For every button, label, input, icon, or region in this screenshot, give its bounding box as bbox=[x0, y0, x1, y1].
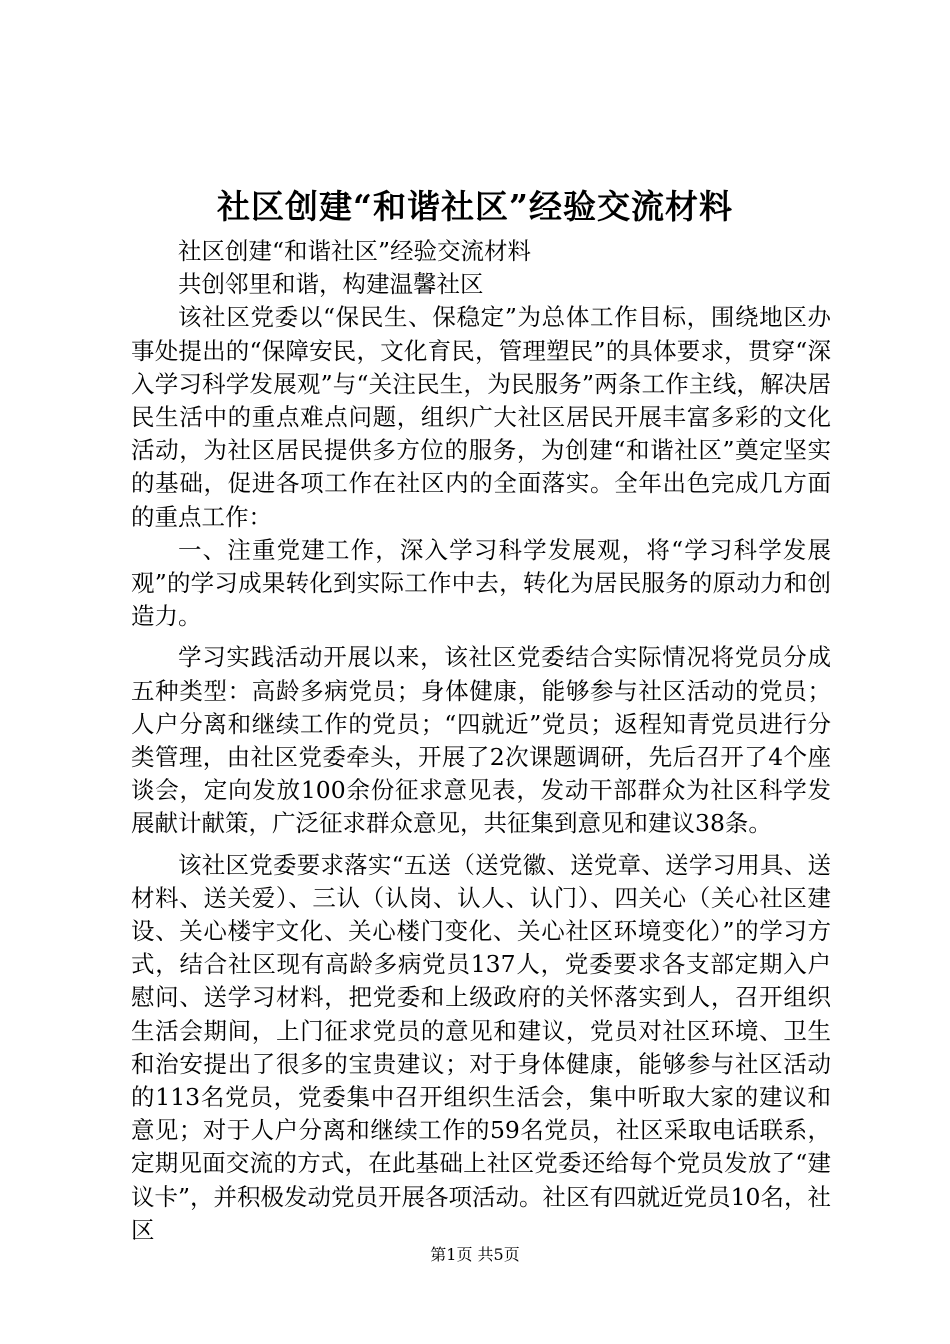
body-paragraph: 学习实践活动开展以来，该社区党委结合实际情况将党员分成五种类型：高龄多病党员；身体健康，能够参与社区活动的党员；人户分离和继续工作的党员；“四就近”党员；返程知青党员进行分类管理，由社区党委牵头，开展了2次课题调研，先后召开了4个座谈会，定向发放100余份征求意见表，发动干部群众为社区科学发展献计献策，广泛征求群众意见，共征集到意见和建议38条。 bbox=[131, 643, 831, 838]
page-number-footer: 第1页 共5页 bbox=[430, 1245, 520, 1264]
body-paragraph: 该社区党委以“保民生、保稳定”为总体工作目标，围绕地区办事处提出的“保障安民，文化育民，管理塑民”的具体要求，贯穿“深入学习科学发展观”与“关注民生，为民服务”两条工作主线，解决居民生活中的重点难点问题，组织广大社区居民开展丰富多彩的文化活动，为社区居民提供多方位的服务，为创建“和谐社区”奠定坚实的基础，促进各项工作在社区内的全面落实。全年出色完成几方面的重点工作： bbox=[131, 303, 831, 531]
document-title: 社区创建“和谐社区”经验交流材料 bbox=[217, 187, 733, 226]
slogan-paragraph: 共创邻里和谐，构建温馨社区 bbox=[178, 270, 484, 299]
subtitle-paragraph: 社区创建“和谐社区”经验交流材料 bbox=[178, 237, 532, 265]
body-paragraph: 该社区党委要求落实“五送（送党徽、送党章、送学习用具、送材料、送关爱）、三认（认岗、认人、认门）、四关心（关心社区建设、关心楼宇文化、关心楼门变化、关心社区环境变化）”的学习方式，结合社区现有高龄多病党员137人，党委要求各支部定期入户慰问、送学习材料，把党委和上级政府的关怀落实到人，召开组织生活会期间，上门征求党员的意见和建议，党员对社区环境、卫生和治安提出了很多的宝贵建议；对于身体健康，能够参与社区活动的113名党员，党委集中召开组织生活会，集中听取大家的建议和意见；对于人户分离和继续工作的59名党员，社区采取电话联系，定期见面交流的方式，在此基础上社区党委还给每个党员发放了“建议卡”，并积极发动党员开展各项活动。社区有四就近党员10名，社区 bbox=[131, 850, 831, 1244]
body-paragraph: 一、注重党建工作，深入学习科学发展观，将“学习科学发展观”的学习成果转化到实际工作中去，转化为居民服务的原动力和创造力。 bbox=[131, 535, 831, 631]
document-body bbox=[131, 235, 831, 1247]
